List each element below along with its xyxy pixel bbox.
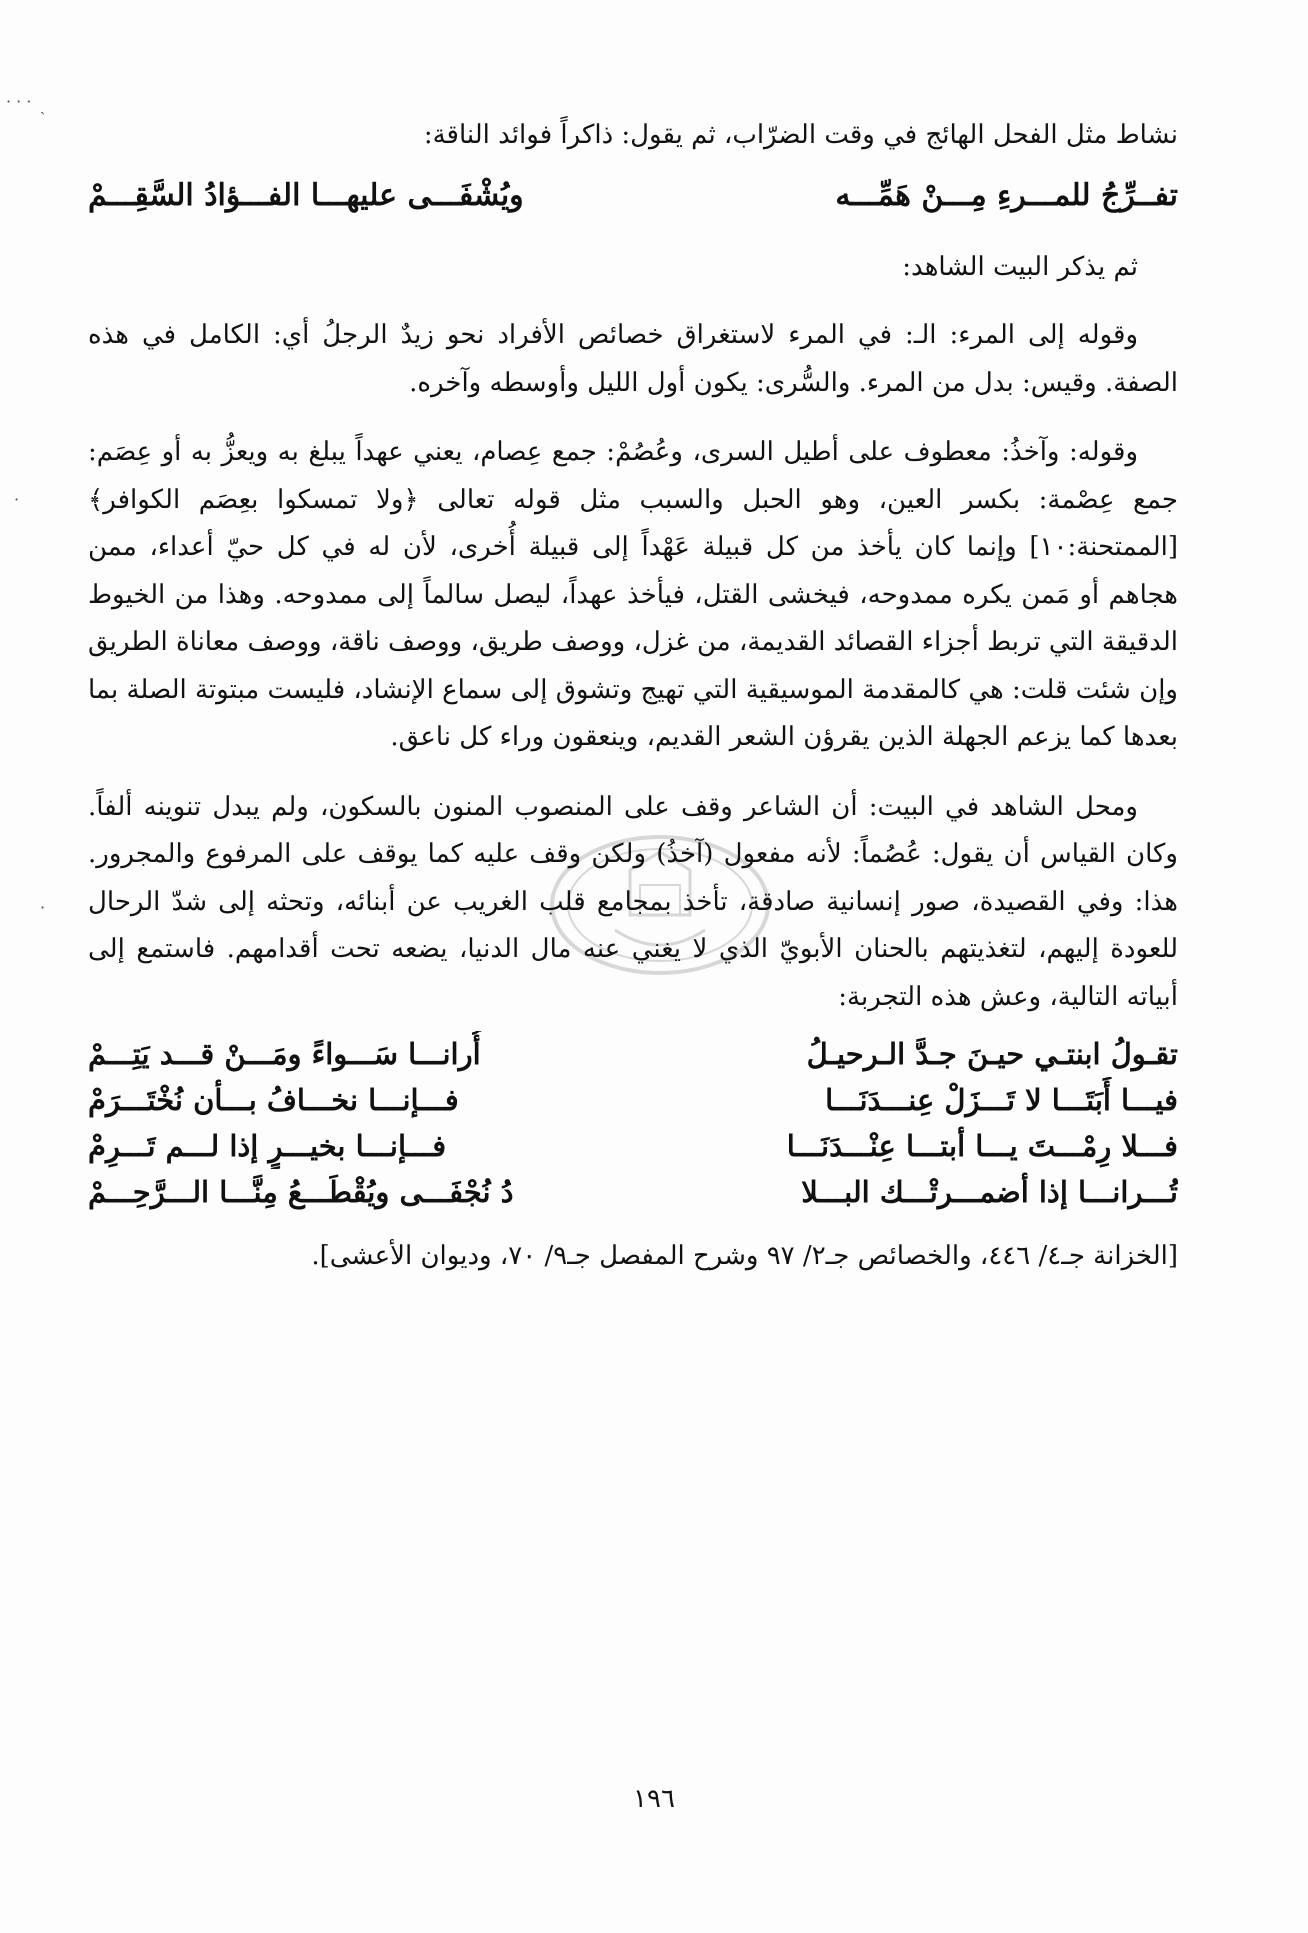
poem-block <box>88 1031 1178 1215</box>
scan-artifact: · <box>14 490 20 509</box>
poem-verse <box>88 1169 1178 1215</box>
paragraph-1: وقوله إلى المرء: الـ: في المرء لاستغراق خصائص الأفراد نحو زيدٌ الرجلُ أي: الكامل في هذه الصفة. وقيس: بدل من المرء. والسُّرى: يكون أول الليل وأوسطه وآخره. <box>88 320 1178 398</box>
verse-second-hemistich: ويُشْفَـــى عليهـــا الفـــؤادُ السَّقِـــمْ <box>88 178 524 213</box>
poem-second-hemistich: فـــإنـــا بخيـــرٍ إذا لـــم تَـــرِمْ <box>88 1129 447 1163</box>
paragraph-2: وقوله: وآخذُ: معطوف على أطيل السرى، وعُصُمْ: جمع عِصام، يعني عهداً يبلغ به ويعزُّ به أو عِصَم: جمع عِصْمة: بكسر العين، وهو الحبل والسبب مثل قوله تعالى ﴿ولا تمسكوا بعِصَم الكوافر﴾ [الممتحنة:١٠] وإنما كان يأخذ من كل قبيلة عَهْداً إلى قبيلة أُخرى، لأن له في كل حيّ أعداء، ممن هجاهم أو مَمن يكره ممدوحه، فيخشى القتل، فيأخذ عهداً، ليصل سالماً إلى ممدوحه. وهذا من الخيوط الدقيقة التي تربط أجزاء القصائد القديمة، من غزل، ووصف طريق، ووصف ناقة، ووصف معاناة الطريق وإن شئت قلت: هي كالمقدمة الموسيقية التي تهيج وتشوق إلى سماع الإنشاد، فليست مبتوتة الصلة بما بعدها كما يزعم الجهلة الذين يقرؤن الشعر القديم، وينعقون وراء كل ناعق. <box>88 437 1178 752</box>
verse-couplet <box>88 168 1178 224</box>
paragraph-3: ومحل الشاهد في البيت: أن الشاعر وقف على المنصوب المنون بالسكون، ولم يبدل تنوينه ألفاً. وكان القياس أن يقول: عُصُماً: لأنه مفعول (آخذُ) ولكن وقف عليه كما يوقف على المرفوع والمجرور. هذا: وفي القصيدة، صور إنسانية صادقة، تأخذ بمجامع قلب الغريب عن أبنائه، وتحثه إلى شدّ الرحال للعودة إليهم، لتغذيتهم بالحنان الأبويّ الذي لا يغني عنه مال الدنيا، يضعه تحت أقدامهم. فاستمع إلى أبياته التالية، وعش هذه التجربة: <box>88 791 1178 1012</box>
poem-first-hemistich: فـــلا رِمْـــتَ يـــا أبتـــا عِنْـــدَنَـــا <box>786 1129 1178 1163</box>
poem-first-hemistich: فيـــا أَبَتَـــا لا تَـــزَلْ عِنـــدَنَـــا <box>825 1083 1178 1117</box>
poem-second-hemistich: فـــإنـــا نخـــافُ بـــأن نُخْتَـــرَمْ <box>88 1083 459 1117</box>
poem-verse <box>88 1123 1178 1169</box>
page-number: ١٩٦ <box>633 1784 675 1814</box>
scan-artifact: ˎ <box>40 96 46 115</box>
page-body <box>88 112 1178 1280</box>
intro-line: نشاط مثل الفحل الهائج في وقت الضرّاب، ثم يقول: ذاكراً فوائد الناقة: <box>423 120 1178 150</box>
scan-artifact: · · · <box>6 92 32 111</box>
scan-artifact: · <box>40 898 46 917</box>
evidence-intro-line: ثم يذكر البيت الشاهد: <box>902 252 1138 282</box>
poem-second-hemistich: دُ نُجْفَـــى ويُقْطَـــعُ مِنَّـــا الـــرَّحِـــمْ <box>88 1175 514 1209</box>
verse-first-hemistich: تفــرِّجُ للمـــرءِ مِـــنْ هَمِّـــه <box>835 178 1178 213</box>
poem-second-hemistich: أُرانـــا سَـــواءً ومَـــنْ قـــد يَتِـــمْ <box>88 1037 481 1071</box>
poem-first-hemistich: تقـولُ ابنتـي حيـنَ جـدَّ الـرحيـلُ <box>806 1037 1178 1071</box>
poem-verse <box>88 1031 1178 1077</box>
source-reference: [الخزانة جـ٤/ ٤٤٦، والخصائص جـ٢/ ٩٧ وشرح المفصل جـ٩/ ٧٠، وديوان الأعشى]. <box>311 1241 1178 1271</box>
poem-first-hemistich: تُـــرانـــا إذا أضمـــرتْـــك البـــلا <box>801 1175 1178 1209</box>
poem-verse <box>88 1077 1178 1123</box>
